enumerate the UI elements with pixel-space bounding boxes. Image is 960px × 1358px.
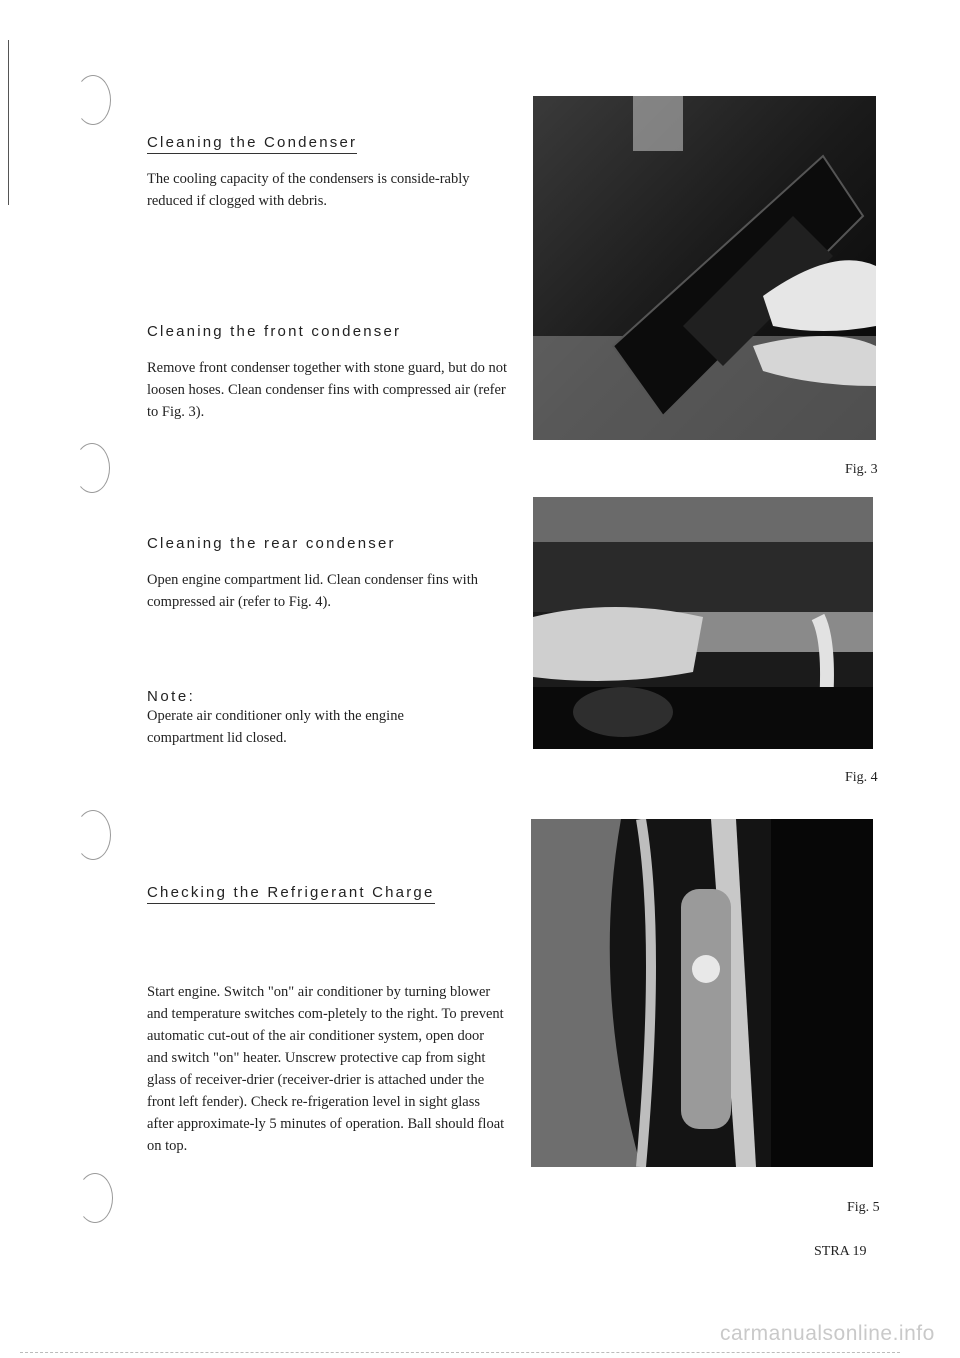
punch-hole-4 — [77, 1173, 113, 1223]
photo-receiver-drier — [531, 819, 873, 1167]
figure-caption-3: Fig. 3 — [845, 462, 878, 477]
paragraph-refrigerant: Start engine. Switch "on" air conditioner by turning blower and temperature switches com-pletely to the right. To prevent automatic cut-out of the air conditioner system, open door and switch "on" heater. Unscrew protective cap from sight glass of receiver-drier (receiver-drier is attached under the front left fender). Check re-frigeration level in sight glass after approximate-ly 5 minutes of operation. Ball should float on top. — [147, 984, 505, 1154]
punch-hole-2 — [74, 443, 110, 493]
section-heading-condenser: Cleaning the Condenser — [147, 134, 357, 154]
photo-rear-condenser — [533, 497, 873, 749]
paragraph-condenser: The cooling capacity of the condensers is conside-rably reduced if clogged with debris. — [147, 171, 470, 209]
paragraph-rear-condenser: Open engine compartment lid. Clean condenser fins with compressed air (refer to Fig. 4). — [147, 572, 478, 610]
note-label: Note: — [147, 688, 196, 705]
section-heading-refrigerant: Checking the Refrigerant Charge — [147, 884, 435, 904]
figure-caption-4: Fig. 4 — [845, 770, 878, 785]
figure-caption-5: Fig. 5 — [847, 1200, 880, 1215]
section-heading-rear-condenser: Cleaning the rear condenser — [147, 535, 396, 552]
section-heading-front-condenser: Cleaning the front condenser — [147, 323, 402, 340]
note-text: Operate air conditioner only with the engine compartment lid closed. — [147, 708, 404, 746]
watermark: carmanualsonline.info — [720, 1322, 935, 1345]
punch-hole-1 — [75, 75, 111, 125]
page-code: STRA 19 — [814, 1244, 867, 1259]
paragraph-front-condenser: Remove front condenser together with stone guard, but do not loosen hoses. Clean condenser fins with compressed air (refer to Fig. 3). — [147, 360, 508, 420]
bottom-divider — [20, 1352, 900, 1353]
binder-line — [8, 40, 9, 205]
punch-hole-3 — [75, 810, 111, 860]
photo-front-condenser — [533, 96, 876, 440]
